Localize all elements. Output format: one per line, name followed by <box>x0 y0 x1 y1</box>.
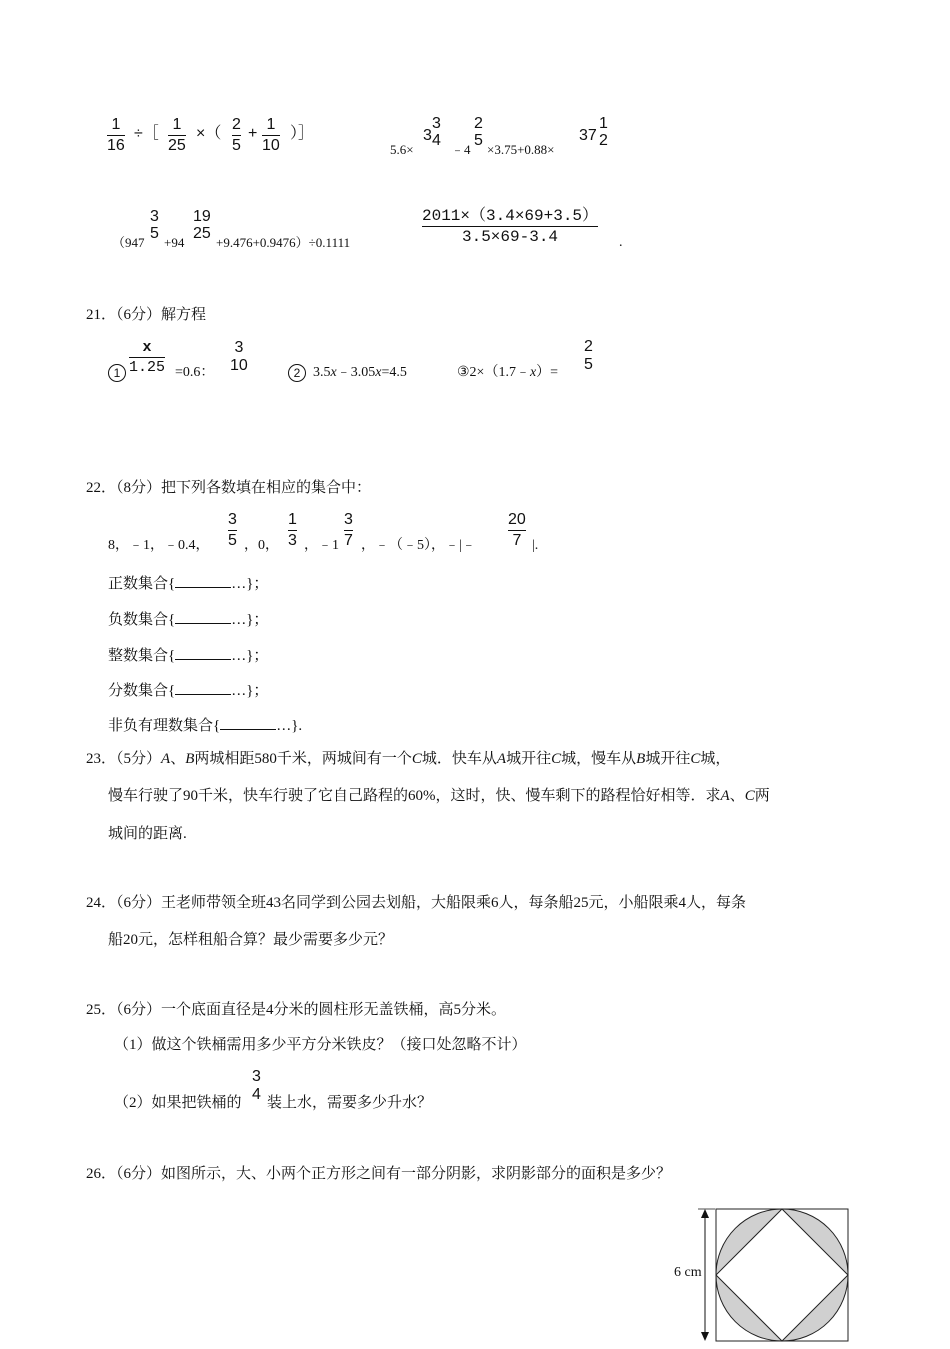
answer-blank[interactable] <box>175 647 231 660</box>
sub-question-text: 装上水，需要多少升水？ <box>267 1095 433 1111</box>
question-23-line-1: 23．（5分）A、B两城相距580千米，两城间有一个C城．快车从A城开往C城，慢车从B城开往C城， <box>86 751 731 767</box>
fraction: 1 25 <box>168 116 186 154</box>
question-24-line-2: 船20元，怎样租船合算？最少需要多少元？ <box>108 932 394 948</box>
question-24-line-1: 24．（6分）王老师带领全班43名同学到公园去划船，大船限乘6人，每条船25元，小船限乘4人，每条 <box>86 895 747 911</box>
number-list-text: ，0， <box>244 538 279 553</box>
fraction: x 1.25 <box>129 339 166 376</box>
fraction: 1 16 <box>107 116 125 154</box>
question-23-line-2: 慢车行驶了90千米，快车行驶了它自己路程的60%，这时，快、慢车剩下的路程恰好相等．求A、C两 <box>108 788 770 804</box>
equation-2: 3.5x﹣3.05x=4.5 <box>313 365 407 380</box>
fraction: 2 5 <box>474 115 483 149</box>
equation-3: ③2×（1.7﹣x）= <box>457 365 559 380</box>
fraction: 1 10 <box>262 116 280 154</box>
equation-2-marker: 2 <box>288 364 306 382</box>
question-25-line-1: 25．（6分）一个底面直径是4分米的圆柱形无盖铁桶，高5分米。 <box>86 1002 507 1018</box>
whole-part: 37 <box>579 127 597 144</box>
number-list-text: ，﹣（﹣5），﹣|﹣ <box>361 538 476 553</box>
fraction: 3 4 <box>432 115 441 149</box>
expression-text: +9.476+0.9476）÷0.1111 <box>216 235 351 250</box>
expression-text: 5.6× <box>390 142 414 157</box>
set-fraction: 分数集合{ …}； <box>108 683 269 699</box>
set-negative: 负数集合{ …}； <box>108 612 269 628</box>
set-positive: 正数集合{ …}； <box>108 576 269 592</box>
fraction: 2011×（3.4×69+3.5） 3.5×69-3.4 <box>422 207 599 246</box>
fraction: 3 10 <box>230 339 248 374</box>
operator: ）］ <box>290 125 315 142</box>
question-22-title: 22．（8分）把下列各数填在相应的集合中： <box>86 480 372 496</box>
fraction: 19 25 <box>193 208 211 242</box>
answer-blank[interactable] <box>220 717 276 730</box>
fraction: 3 7 <box>344 511 353 549</box>
number-list-text: 8，﹣1，﹣0.4， <box>108 538 210 553</box>
fraction: 3 5 <box>228 511 237 549</box>
fraction: 2 5 <box>584 338 593 373</box>
expression-text: （947 <box>112 235 145 250</box>
set-nonnegative-rational: 非负有理数集合{ …}. <box>108 718 303 734</box>
fraction: 3 4 <box>252 1068 261 1103</box>
sub-question-text: （2）如果把铁桶的 <box>114 1095 242 1111</box>
arrow-head-down <box>701 1332 709 1341</box>
answer-blank[interactable] <box>175 611 231 624</box>
operator: ÷［ <box>134 125 159 142</box>
operator: + <box>248 125 258 142</box>
question-25-sub-1: （1）做这个铁桶需用多少平方分米铁皮？（接口处忽略不计） <box>114 1037 527 1053</box>
squares-circle-figure <box>670 1200 860 1344</box>
number-list-text: ，﹣1 <box>304 538 339 553</box>
figure-dimension-label: 6 cm <box>674 1265 702 1280</box>
arrow-head-up <box>701 1209 709 1218</box>
expression-text: +94 <box>164 235 185 250</box>
whole-part: 3 <box>423 127 432 144</box>
expression-text: =0.6： <box>175 365 215 380</box>
set-integer: 整数集合{ …}； <box>108 648 269 664</box>
fraction: 1 3 <box>288 511 297 549</box>
equation-1-marker: 1 <box>108 364 126 382</box>
question-26-line-1: 26．（6分）如图所示，大、小两个正方形之间有一部分阴影，求阴影部分的面积是多少？ <box>86 1166 672 1182</box>
fraction: 1 2 <box>599 115 608 149</box>
answer-blank[interactable] <box>175 682 231 695</box>
number-list-text: |. <box>532 538 539 553</box>
answer-blank[interactable] <box>175 575 231 588</box>
fraction: 2 5 <box>232 116 241 154</box>
expression-text: ﹣4 <box>451 142 471 157</box>
operator: ×（ <box>196 125 222 142</box>
period: . <box>619 235 623 250</box>
fraction: 3 5 <box>150 208 159 242</box>
fraction: 20 7 <box>508 511 526 549</box>
question-21-title: 21．（6分）解方程 <box>86 307 207 323</box>
question-23-line-3: 城间的距离. <box>108 826 187 842</box>
expression-text: ×3.75+0.88× <box>487 142 555 157</box>
